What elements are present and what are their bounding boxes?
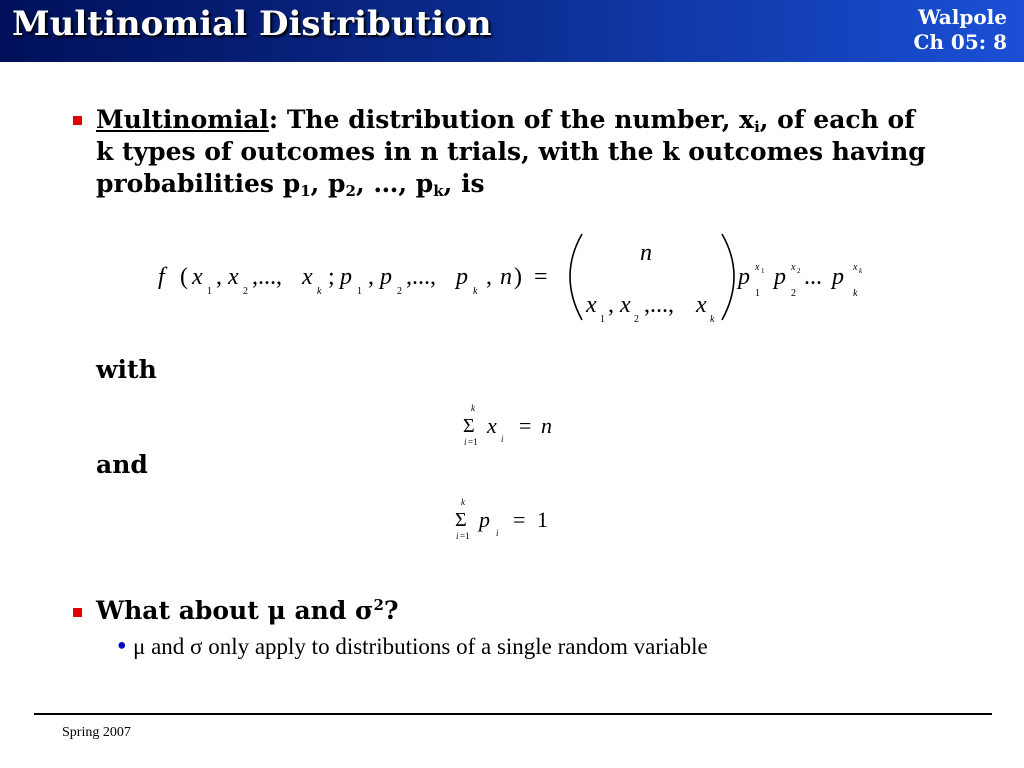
svg-text:p: p — [456, 264, 468, 290]
svg-text:x: x — [853, 262, 858, 273]
svg-text:x: x — [487, 413, 497, 438]
svg-text:x: x — [620, 292, 631, 318]
red-bullet-icon — [73, 116, 82, 125]
definition-text: : The distribution of the number, x — [268, 105, 755, 134]
svg-text:k: k — [473, 286, 478, 297]
corner-author: Walpole — [918, 5, 1007, 29]
svg-text:1: 1 — [357, 286, 362, 297]
svg-text:,...,: ,..., — [406, 264, 436, 290]
svg-text:(: ( — [180, 264, 188, 290]
svg-text:,: , — [216, 264, 222, 290]
definition-text: , of each of k types of outcomes in n trials, with the k outcomes having probabilities p — [96, 105, 926, 198]
svg-text:=: = — [513, 507, 526, 532]
svg-text:=: = — [519, 413, 532, 438]
svg-text:k: k — [710, 314, 715, 325]
question-text: What about μ and σ — [96, 596, 374, 625]
svg-text:n: n — [500, 264, 512, 290]
svg-text:p: p — [832, 264, 844, 290]
svg-text:1: 1 — [600, 314, 605, 325]
svg-text:=1: =1 — [460, 531, 470, 541]
svg-text:n: n — [640, 240, 652, 266]
label-with: with — [96, 355, 157, 384]
multinomial-formula — [150, 228, 880, 328]
footer-text: Spring 2007 — [62, 725, 131, 740]
subscript: 1 — [300, 182, 311, 200]
svg-text:,...,: ,..., — [644, 292, 674, 318]
subscript: 2 — [345, 182, 356, 200]
superscript: 2 — [373, 596, 384, 614]
svg-text:2: 2 — [634, 314, 639, 325]
definition-text: , …, p — [355, 169, 434, 198]
svg-text:=: = — [534, 264, 548, 290]
svg-text:,: , — [608, 292, 614, 318]
red-bullet-icon — [73, 608, 82, 617]
title-bar — [0, 0, 1024, 62]
svg-text:p: p — [774, 264, 786, 290]
svg-text:n: n — [541, 413, 552, 438]
svg-text:x: x — [586, 292, 597, 318]
svg-text:f: f — [158, 264, 165, 290]
svg-text:i: i — [496, 528, 499, 538]
svg-text:x: x — [302, 264, 313, 290]
svg-text:k: k — [859, 267, 863, 275]
svg-text:Σ: Σ — [463, 415, 475, 437]
definition-text: , p — [310, 169, 346, 198]
svg-text:...: ... — [804, 264, 822, 290]
svg-text:1: 1 — [755, 288, 760, 299]
svg-text:x: x — [192, 264, 203, 290]
svg-text:i: i — [501, 434, 504, 444]
svg-text:k: k — [853, 288, 858, 299]
svg-text:x: x — [228, 264, 239, 290]
svg-text:Σ: Σ — [455, 509, 467, 531]
svg-text:,...,: ,..., — [252, 264, 282, 290]
question-text: ? — [383, 596, 399, 625]
svg-text:x: x — [696, 292, 707, 318]
mean-variance-question — [96, 596, 399, 625]
svg-text:): ) — [514, 264, 522, 290]
slide-title: Multinomial Distribution — [12, 4, 492, 44]
svg-text:i: i — [456, 531, 459, 541]
svg-text:x: x — [791, 262, 796, 273]
svg-text:k: k — [471, 403, 475, 413]
corner-chapter: Ch 05: 8 — [913, 30, 1007, 54]
svg-text:1: 1 — [761, 267, 765, 275]
svg-text:2: 2 — [791, 288, 796, 299]
corner-label — [913, 5, 1007, 55]
svg-text:k: k — [317, 286, 322, 297]
multinomial-definition — [96, 104, 936, 200]
sub-bullet-icon: • — [115, 634, 129, 660]
sum-x-formula — [455, 400, 575, 452]
svg-text:=1: =1 — [468, 437, 478, 447]
svg-text:2: 2 — [397, 286, 402, 297]
subscript: k — [433, 182, 444, 200]
svg-text:i: i — [464, 437, 467, 447]
svg-text:k: k — [461, 497, 465, 507]
svg-text:1: 1 — [207, 286, 212, 297]
svg-text:,: , — [486, 264, 492, 290]
sum-p-formula — [455, 494, 575, 546]
definition-text: , is — [443, 169, 485, 198]
term-multinomial: Multinomial — [96, 105, 269, 134]
svg-text:2: 2 — [243, 286, 248, 297]
label-and: and — [96, 450, 148, 479]
svg-text:1: 1 — [537, 507, 548, 532]
svg-text:2: 2 — [797, 267, 801, 275]
svg-text:p: p — [380, 264, 392, 290]
sub-bullet-text: μ and σ only apply to distributions of a single random variable — [133, 634, 708, 659]
svg-text:x: x — [755, 262, 760, 273]
footer-divider — [34, 713, 992, 715]
svg-text:p: p — [340, 264, 352, 290]
svg-text:p: p — [479, 507, 490, 532]
svg-text:;: ; — [328, 264, 335, 290]
svg-text:p: p — [738, 264, 750, 290]
svg-text:,: , — [368, 264, 374, 290]
subscript: i — [754, 118, 760, 136]
